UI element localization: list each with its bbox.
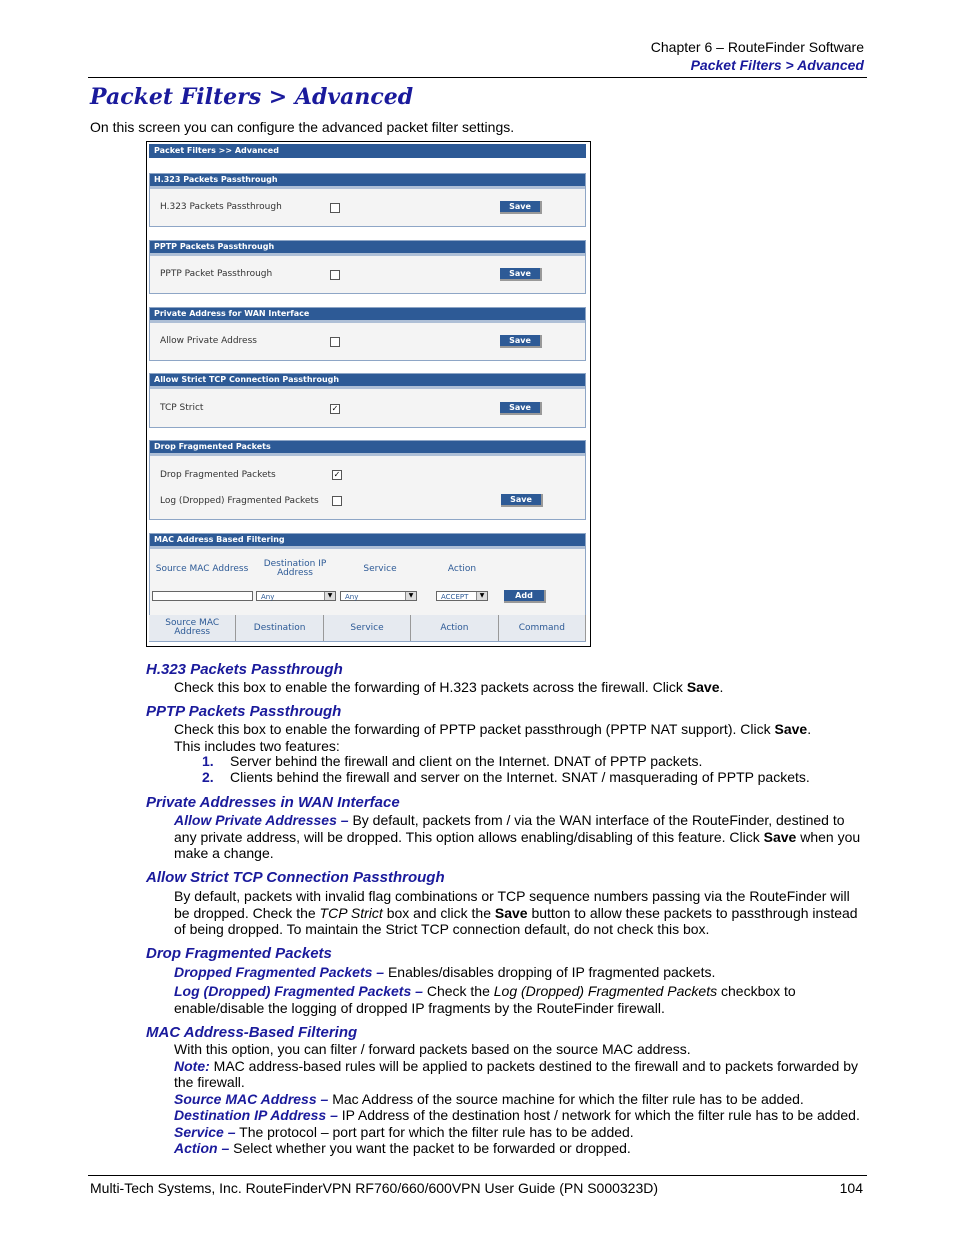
chevron-down-icon[interactable]: ▼ (405, 592, 416, 600)
tcp-strict-checkbox[interactable]: ✓ (331, 404, 339, 413)
section-head: Private Address for WAN Interface (150, 308, 585, 323)
action-value: ACCEPT (441, 593, 469, 601)
h323-text: Check this box to enable the forwarding of H.323 packets across the firewall. Click Save. (174, 679, 724, 695)
col-source-mac: Source MAC Address (155, 564, 249, 574)
section-head: Drop Fragmented Packets (150, 441, 585, 456)
tcp-heading: Allow Strict TCP Connection Passthrough (146, 869, 445, 886)
tcp-text: By default, packets with invalid flag combinations or TCP sequence numbers passing via the RouteFinder will be dropped. Check the TCP Strict box and click the Save button to allow these packets to passthrough instead of being dropped. To maintain the Strict TCP connection default, do not check this box. (174, 888, 858, 937)
h323-checkbox[interactable] (330, 203, 340, 213)
private-address-checkbox[interactable] (330, 337, 340, 347)
h323-section (149, 173, 586, 227)
add-button[interactable]: Add (504, 590, 546, 603)
mac-text: With this option, you can filter / forward packets based on the source MAC address. Note: MAC address-based rules will be applied to packets destined to the firewall and to packets forwarded by the firewall. Source MAC Address – Mac Address of the source machine for which the filter rule has to be added. Destination IP Address – IP Address of the destination host / network for which the filter rule has to be added. Service – The protocol – port part for which the filter rule has to be added. Action – Select whether you want the packet to be forwarded or dropped. (174, 1041, 860, 1156)
log-fragmented-label: Log (Dropped) Fragmented Packets (160, 496, 319, 506)
th-source-mac: Source MAC Address (149, 615, 236, 641)
source-mac-input[interactable] (152, 591, 253, 601)
private-address-save-button[interactable]: Save (500, 335, 542, 348)
tcp-strict-label: TCP Strict (160, 403, 204, 413)
section-head: Allow Strict TCP Connection Passthrough (150, 374, 585, 389)
action-select[interactable] (436, 591, 488, 601)
col-action: Action (447, 564, 477, 574)
section-head: H.323 Packets Passthrough (150, 174, 585, 189)
screenshot-figure (146, 141, 591, 647)
th-service: Service (324, 615, 411, 641)
service-select[interactable] (340, 591, 417, 601)
destination-select[interactable] (256, 591, 336, 601)
col-service: Service (363, 564, 397, 574)
footer-rule (88, 1175, 867, 1176)
drop-fragmented-save-button[interactable]: Save (501, 494, 543, 507)
pptp-checkbox[interactable] (330, 270, 340, 280)
drop-fragmented-label: Drop Fragmented Packets (160, 470, 276, 480)
destination-value: Any (261, 593, 275, 601)
private-text: Allow Private Addresses – By default, packets from / via the WAN interface of the RouteFinder, destined to any private address, will be dropped. This option allows enabling/disabling of this feature. Click Save when you make a change. (174, 812, 861, 861)
h323-label: H.323 Packets Passthrough (160, 202, 282, 212)
drop-text-1: Dropped Fragmented Packets – Enables/disables dropping of IP fragmented packets. (174, 964, 716, 980)
screen-title-bar: Packet Filters >> Advanced (149, 144, 586, 158)
page-title: Packet Filters > Advanced (90, 84, 414, 110)
drop-fragmented-checkbox[interactable]: ✓ (333, 470, 341, 479)
header-rule (88, 77, 867, 78)
drop-fragmented-section (149, 440, 586, 520)
page-number: 104 (839, 1180, 863, 1196)
section-head: PPTP Packets Passthrough (150, 241, 585, 256)
mac-heading: MAC Address-Based Filtering (146, 1024, 358, 1041)
drop-text-2: Log (Dropped) Fragmented Packets – Check the Log (Dropped) Fragmented Packets checkbox to enable/disable the logging of dropped IP fragments by the RouteFinder firewall. (174, 983, 796, 1016)
log-fragmented-checkbox[interactable] (332, 496, 342, 506)
pptp-save-button[interactable]: Save (500, 268, 542, 281)
private-heading: Private Addresses in WAN Interface (146, 794, 400, 811)
private-address-label: Allow Private Address (160, 336, 257, 346)
chevron-down-icon[interactable]: ▼ (324, 592, 335, 600)
private-address-section (149, 307, 586, 361)
th-destination: Destination (236, 615, 323, 641)
tcp-strict-section (149, 373, 586, 428)
section-header: Packet Filters > Advanced (690, 57, 864, 73)
drop-heading: Drop Fragmented Packets (146, 945, 332, 962)
h323-heading: H.323 Packets Passthrough (146, 661, 343, 678)
section-head: MAC Address Based Filtering (150, 534, 585, 549)
pptp-section (149, 240, 586, 294)
h323-save-button[interactable]: Save (500, 201, 542, 214)
intro-text: On this screen you can configure the advanced packet filter settings. (90, 119, 515, 135)
list-item: 1. Server behind the firewall and client on the Internet. DNAT of PPTP packets. (202, 753, 703, 769)
tcp-strict-save-button[interactable]: Save (500, 402, 542, 415)
footer-text: Multi-Tech Systems, Inc. RouteFinderVPN RF760/660/600VPN User Guide (PN S000323D) (90, 1180, 659, 1196)
pptp-text: Check this box to enable the forwarding of PPTP packet passthrough (PPTP NAT support). Click Save. This includes two features: (174, 721, 812, 754)
pptp-heading: PPTP Packets Passthrough (146, 703, 342, 720)
col-destination-ip: Destination IP Address (263, 559, 327, 578)
th-command: Command (499, 615, 586, 641)
pptp-label: PPTP Packet Passthrough (160, 269, 273, 279)
mac-rules-table-header (149, 615, 586, 641)
service-value: Any (345, 593, 359, 601)
th-action: Action (411, 615, 498, 641)
chevron-down-icon[interactable]: ▼ (476, 592, 487, 600)
chapter-header: Chapter 6 – RouteFinder Software (650, 39, 864, 55)
list-item: 2. Clients behind the firewall and server on the Internet. SNAT / masquerading of PPTP packets. (202, 769, 810, 785)
